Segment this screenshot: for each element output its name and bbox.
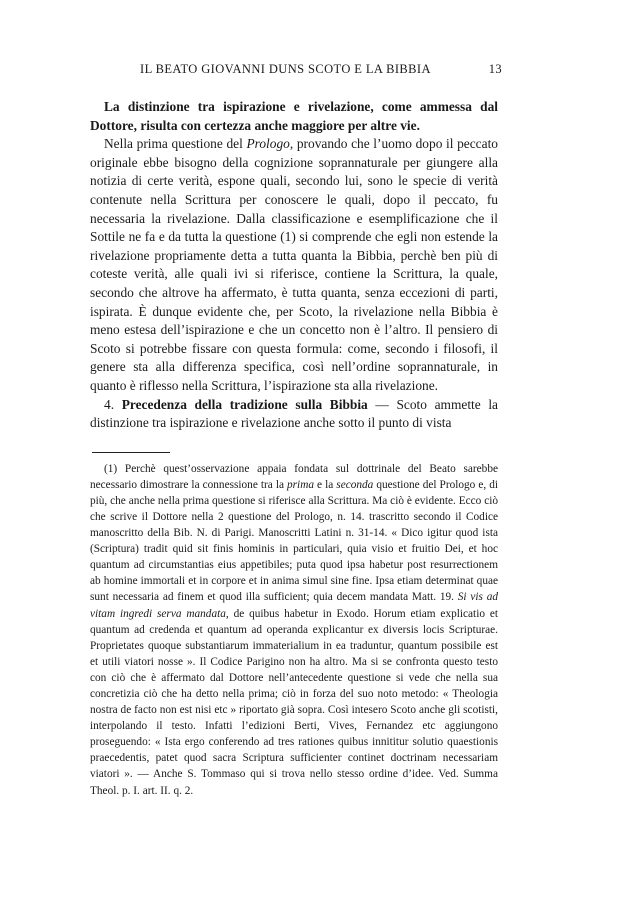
footnote-part-c: questione del Prologo e, di più, che anche nella prima questione si riferisce alla Scrittura. Ma ciò è evidente. Ecco ciò che scrive il Dottore nella 2 questione del Prologo, n. 14. trascritto secondo il Codice manoscritto della Bib. N. di Parigi. Manoscritti Latini n. 31-14. « Dico igitur quod ista (Scriptura) tradit quid sit finis hominis in particulari, quia visio et fruitio Dei, et hoc quantum ad circumstantias eius appetibiles; puta quod ipsa habetur post resurrectionem ab homine immortali et in corpore et in anima simul sine fine. Ipsa etiam determinat quae sunt necessaria ad finem et quod illa sufficient; quia decem mandata Matt. 19. [90, 478, 499, 604]
paragraph-intro: La distinzione tra ispirazione e rivelazione, come ammessa dal Dottore, risulta con certezza anche maggiore per altre vie. [90, 99, 498, 133]
footnote-prima: prima [287, 478, 315, 491]
page-number: 13 [488, 62, 502, 76]
running-header [90, 62, 502, 84]
footnote [90, 461, 498, 799]
paragraph-prologo-start: Nella prima questione del [104, 136, 247, 152]
prologo-italic: Prologo [246, 136, 290, 152]
section-text: Scoto ammette la distinzione tra ispirazione e rivelazione anche sotto il punto di vista [90, 396, 499, 431]
footnote-quote-italic: Si vis ad vitam ingredi serva mandata [90, 591, 498, 620]
running-title: IL BEATO GIOVANNI DUNS SCOTO E LA BIBBIA [140, 62, 431, 76]
section-dash: — [367, 396, 397, 412]
section-number: 4. [104, 396, 115, 412]
footnote-part-a: (1) Perchè quest’osservazione appaia fondata sul dottrinale del Beato sarebbe necessario dimostrare la connessione tra la [90, 462, 498, 491]
paragraph-prologo-rest: , provando che l’uomo dopo il peccato originale ebbe bisogno della cognizione soprannaturale per giungere alla notizia di certe verità, espone quali, secondo lui, sono le specie di verità contenute nella Scrittura per conoscere le quali, dopo il peccato, fu necessaria la rivelazione. Dalla classificazione e esemplificazione che il Sottile ne fa e da tutta la questione (1) si comprende che egli non estende la rivelazione propriamente detta a tutta quanta la Bibbia, perchè ben più di coteste verità, alle quali ivi si riferisce, contiene la Scrittura, la quale, secondo che altrove ha affermato, è tutta quanta, senza eccezioni di parti, ispirata. È dunque evidente che, per Scoto, la rivelazione nella Bibbia è meno estesa dell’ispirazione e che un concetto non è l’altro. Il pensiero di Scoto si potrebbe fissare con questa formula: come, secondo i filosofi, il genere sta alla differenza specifica, così nell’ordine soprannaturale, in quanto è riflesso nella Scrittura, l’ispirazione sta alla rivelazione. [90, 136, 498, 393]
paragraph-prologo [90, 135, 498, 395]
book-page [90, 62, 502, 799]
footnote-part-d: , de quibus habetur in Exodo. Horum etiam explicatio et quantum ad credenda et quantum ad operanda explicantur ex diversis locis Scripturae. Proprietates quoque substantiarum immaterialium in ea traduntur, quantum possibile est et utili viatori nosse ». Il Codice Parigino non ha altro. Ma si se confronta questo testo con ciò che è affermato dal Dottore nell’antecedente questione si vede che nella sua concretizia ciò che ha detto nella prima; ciò in forza del suo noto metodo: « Theologia nostra de facto non est nisi etc » riportato già sopra. Così intesero Scoto anche gli scotisti, interpolando il testo. Infatti l’edizioni Berti, Vives, Fernandez etc aggiungono proseguendo: « Ista ergo conferendo ad tres rationes quibus innititur solutio quaestionis praecedentis, patet quod sacra Scriptura sufficienter continet doctrinam necessariam viatori ». — Anche S. Tommaso qui si trova nello stesso ordine d’idee. Ved. Summa Theol. p. I. art. II. q. 2. [90, 607, 498, 797]
footnote-text [90, 461, 498, 799]
footnote-rule [92, 452, 170, 453]
paragraph-section-4 [90, 396, 498, 433]
footnote-seconda: seconda [336, 478, 374, 491]
section-title: Precedenza della tradizione sulla Bibbia [121, 396, 368, 412]
footnote-part-b: e la [314, 478, 337, 491]
main-text [90, 98, 498, 433]
